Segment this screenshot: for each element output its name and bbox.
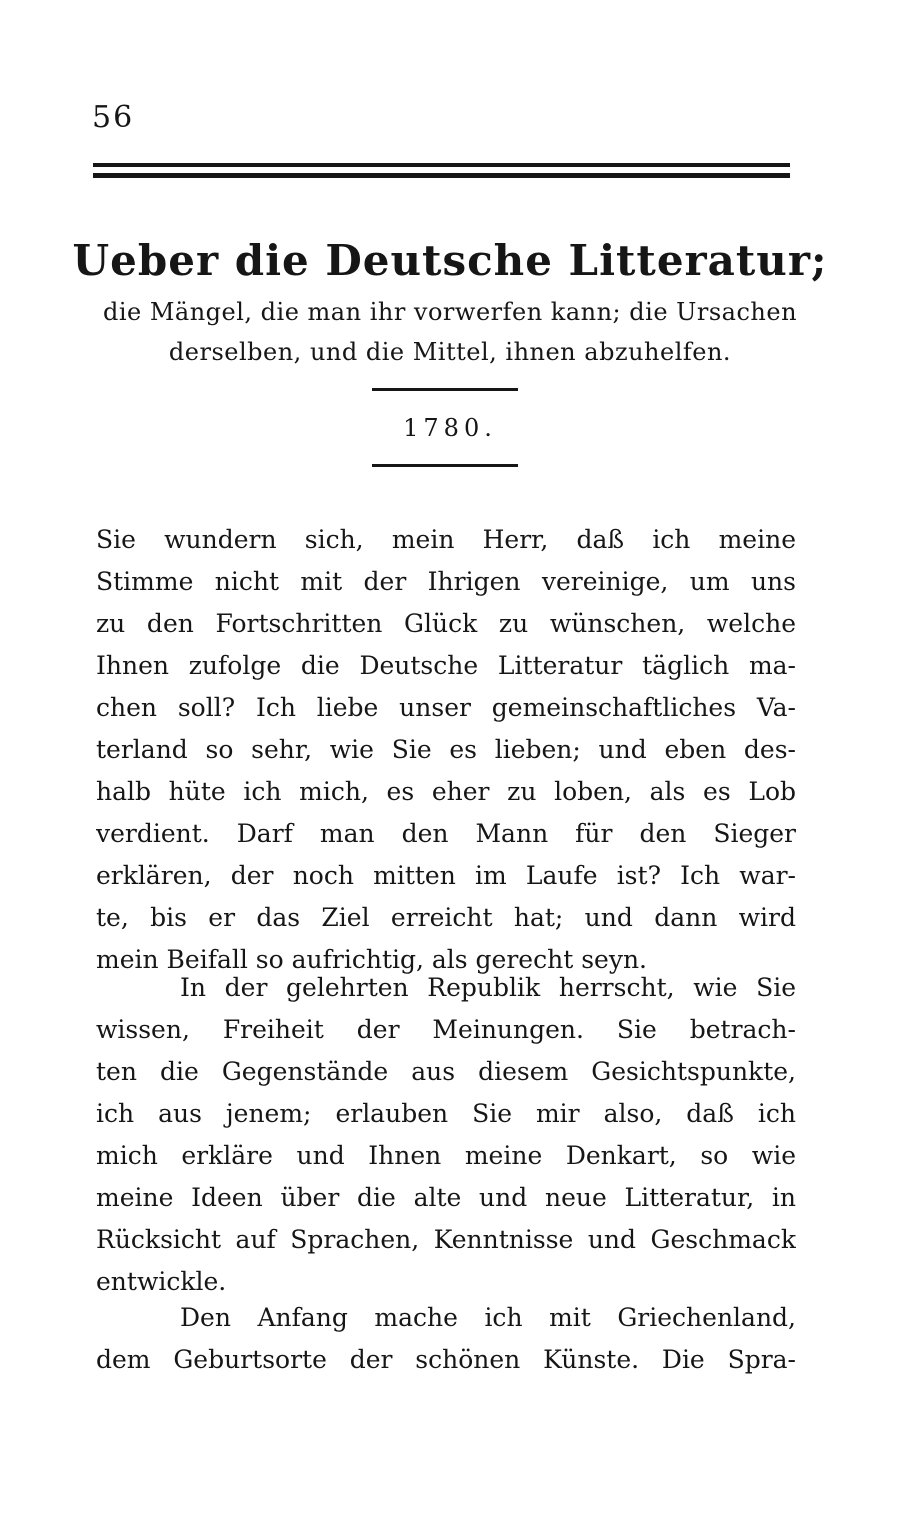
page-number: 56 [92,100,135,135]
chapter-subtitle-line: die Mängel, die man ihr vorwerfen kann; die Ursachen [102,298,798,326]
text-line: meine Ideen über die alte und neue Litteratur, in [96,1183,796,1212]
ornament-rule-top [372,388,518,391]
text-line: Ihnen zufolge die Deutsche Litteratur täglich ma- [96,651,796,680]
text-line: wissen, Freiheit der Meinungen. Sie betrach- [96,1015,796,1044]
text-line: dem Geburtsorte der schönen Künste. Die Spra- [96,1345,796,1374]
header-rule-thin [93,163,790,167]
chapter-title: Ueber die Deutsche Litteratur; [72,236,828,285]
text-line: Den Anfang mache ich mit Griechenland, [180,1303,796,1332]
text-line: verdient. Darf man den Mann für den Sieger [96,819,796,848]
text-line: entwickle. [96,1267,227,1296]
year-label: 1780. [403,414,497,442]
text-line: mich erkläre und Ihnen meine Denkart, so wie [96,1141,796,1170]
header-rule-thick [93,173,790,178]
text-line: In der gelehrten Republik herrscht, wie Sie [180,973,796,1002]
ornament-rule-bottom [372,464,518,467]
text-line: chen soll? Ich liebe unser gemeinschaftliches Va- [96,693,796,722]
text-line: Sie wundern sich, mein Herr, daß ich meine [96,525,796,554]
text-line: te, bis er das Ziel erreicht hat; und dann wird [96,903,796,932]
text-line: erklären, der noch mitten im Laufe ist? Ich war- [96,861,796,890]
text-line: ich aus jenem; erlauben Sie mir also, daß ich [96,1099,796,1128]
text-line: Stimme nicht mit der Ihrigen vereinige, um uns [96,567,796,596]
text-line: halb hüte ich mich, es eher zu loben, als es Lob [96,777,796,806]
text-line: zu den Fortschritten Glück zu wünschen, welche [96,609,796,638]
text-line: terland so sehr, wie Sie es lieben; und eben des- [96,735,796,764]
text-line: mein Beifall so aufrichtig, als gerecht seyn. [96,945,647,974]
text-line: Rücksicht auf Sprachen, Kenntnisse und Geschmack [96,1225,796,1254]
text-line: ten die Gegenstände aus diesem Gesichtspunkte, [96,1057,796,1086]
chapter-subtitle-line: derselben, und die Mittel, ihnen abzuhelfen. [168,338,732,366]
